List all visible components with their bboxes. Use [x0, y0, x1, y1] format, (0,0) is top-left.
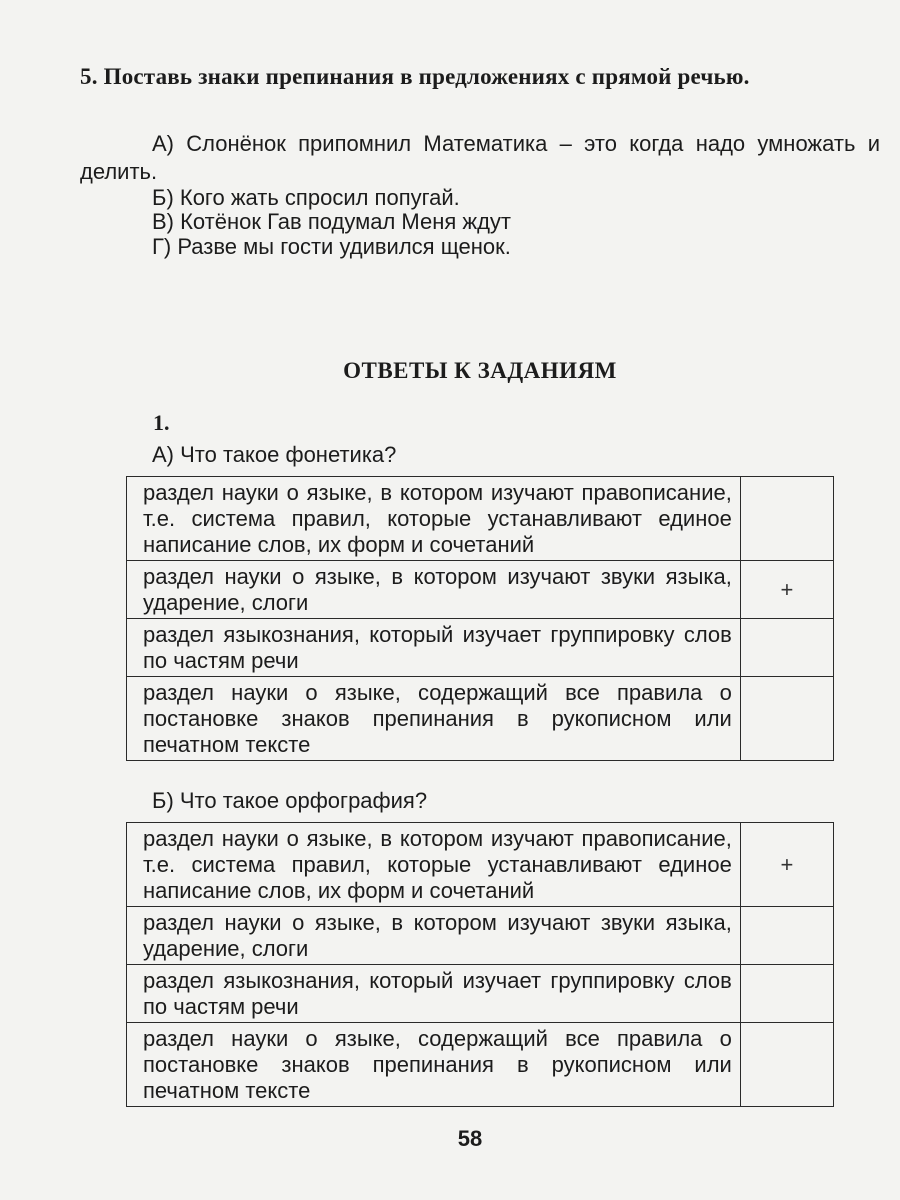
table-row: [127, 1023, 834, 1107]
option-text: раздел языкознания, который изучает группировку слов по частям речи: [127, 965, 741, 1023]
table-row: [127, 823, 834, 907]
option-text: раздел науки о языке, содержащий все правила о постановке знаков препинания в рукописном или печатном тексте: [127, 677, 741, 761]
option-text: раздел науки о языке, в котором изучают правописание, т.е. система правил, которые устанавливают единое написание слов, их форм и сочетаний: [127, 477, 741, 561]
table-row: [127, 619, 834, 677]
question-b: Б) Что такое орфография?: [152, 788, 428, 813]
answer-table-orthography: [126, 822, 834, 1107]
option-mark: [740, 677, 833, 761]
option-mark: [740, 965, 833, 1023]
table-row: [127, 477, 834, 561]
table-row: [127, 965, 834, 1023]
answers-heading: ОТВЕТЫ К ЗАДАНИЯМ: [343, 358, 617, 383]
table-row: [127, 907, 834, 965]
option-text: раздел науки о языке, в котором изучают звуки языка, ударение, слоги: [127, 561, 741, 619]
option-mark: [740, 477, 833, 561]
option-text: раздел науки о языке, в котором изучают звуки языка, ударение, слоги: [127, 907, 741, 965]
option-text: раздел языкознания, который изучает группировку слов по частям речи: [127, 619, 741, 677]
question-a: А) Что такое фонетика?: [152, 442, 397, 467]
option-mark: +: [740, 561, 833, 619]
answer-table-phonetics: [126, 476, 834, 761]
task-5-title: 5. Поставь знаки препинания в предложениях с прямой речью.: [80, 64, 750, 89]
option-text: раздел науки о языке, в котором изучают правописание, т.е. система правил, которые устанавливают единое написание слов, их форм и сочетаний: [127, 823, 741, 907]
sentence-b: Б) Кого жать спросил попугай.: [152, 185, 460, 210]
option-mark: [740, 907, 833, 965]
table-row: [127, 677, 834, 761]
sentence-d: Г) Разве мы гости удивился щенок.: [152, 234, 511, 259]
option-mark: [740, 1023, 833, 1107]
sentence-a: А) Слонёнок припомнил Математика – это когда надо умножать и делить.: [80, 131, 880, 184]
option-mark: +: [740, 823, 833, 907]
sentence-c: В) Котёнок Гав подумал Меня ждут: [152, 209, 512, 234]
option-mark: [740, 619, 833, 677]
table-row: [127, 561, 834, 619]
answer-number: 1.: [153, 410, 170, 435]
option-text: раздел науки о языке, содержащий все правила о постановке знаков препинания в рукописном или печатном тексте: [127, 1023, 741, 1107]
page-number: 58: [457, 1126, 483, 1151]
